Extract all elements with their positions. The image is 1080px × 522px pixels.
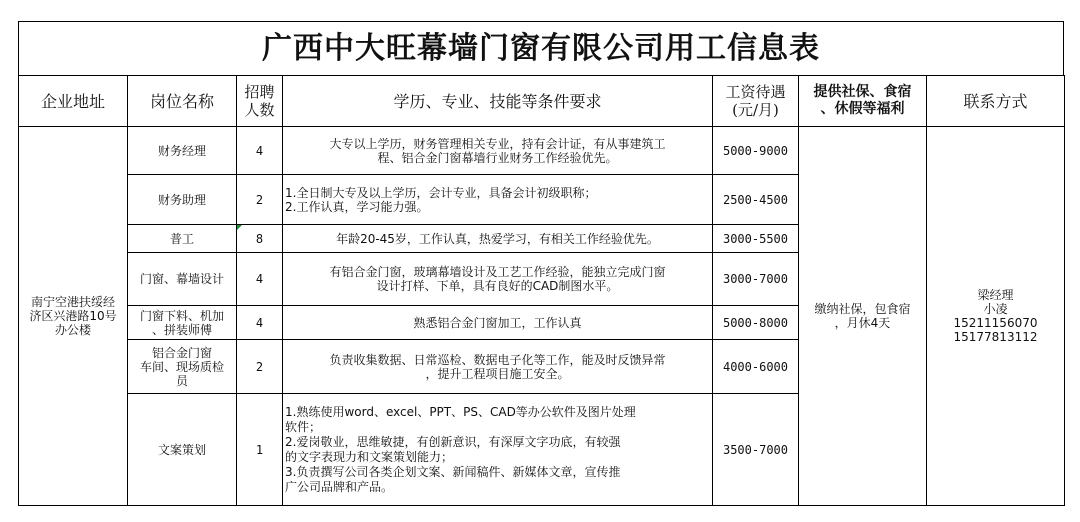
header-benefits: 提供社保、食宿 、休假等福利 bbox=[799, 76, 927, 127]
company-address: 南宁空港扶绥经 济区兴港路10号 办公楼 bbox=[19, 127, 128, 506]
position-name: 铝合金门窗 车间、现场质检 员 bbox=[128, 340, 237, 394]
hire-count-value: 8 bbox=[255, 231, 264, 246]
position-name: 财务经理 bbox=[128, 127, 237, 175]
header-row bbox=[19, 76, 1065, 127]
salary-range: 3000-7000 bbox=[713, 253, 799, 306]
header-count: 招聘 人数 bbox=[237, 76, 283, 127]
contact-info: 梁经理 小凌 15211156070 15177813112 bbox=[927, 127, 1065, 506]
position-name: 文案策划 bbox=[128, 394, 237, 506]
salary-range: 2500-4500 bbox=[713, 175, 799, 225]
hire-count: 1 bbox=[237, 394, 283, 506]
requirements: 负责收集数据、日常巡检、数据电子化等工作，能及时反馈异常 ，提升工程项目施工安全。 bbox=[283, 340, 713, 394]
hire-count bbox=[237, 225, 283, 253]
position-name: 门窗、幕墙设计 bbox=[128, 253, 237, 306]
hire-count: 2 bbox=[237, 175, 283, 225]
header-position: 岗位名称 bbox=[128, 76, 237, 127]
position-name: 普工 bbox=[128, 225, 237, 253]
job-table bbox=[18, 75, 1065, 506]
requirements: 熟悉铝合金门窗加工，工作认真 bbox=[283, 306, 713, 340]
hire-count: 4 bbox=[237, 253, 283, 306]
job-info-sheet bbox=[18, 21, 1064, 508]
salary-range: 4000-6000 bbox=[713, 340, 799, 394]
benefits: 缴纳社保，包食宿 ，月休4天 bbox=[799, 127, 927, 506]
requirements: 1.熟练使用word、excel、PPT、PS、CAD等办公软件及图片处理 软件； 2.爱岗敬业，思维敏捷，有创新意识，有深厚文字功底，有较强 的文字表现力和文案策划能力； 3.负责撰写公司各类企划文案、新闻稿件、新媒体文章，宣传推 广公司品牌和产品。 bbox=[283, 394, 713, 506]
requirements: 有铝合金门窗，玻璃幕墙设计及工艺工作经验，能独立完成门窗 设计打样、下单，具有良好的CAD制图水平。 bbox=[283, 253, 713, 306]
requirements: 年龄20-45岁，工作认真，热爱学习，有相关工作经验优先。 bbox=[283, 225, 713, 253]
header-salary: 工资待遇 (元/月) bbox=[713, 76, 799, 127]
position-name: 财务助理 bbox=[128, 175, 237, 225]
table-row bbox=[19, 127, 1065, 175]
salary-range: 5000-9000 bbox=[713, 127, 799, 175]
salary-range: 5000-8000 bbox=[713, 306, 799, 340]
salary-range: 3000-5500 bbox=[713, 225, 799, 253]
requirements: 大专以上学历，财务管理相关专业，持有会计证，有从事建筑工 程、铝合金门窗幕墙行业财务工作经验优先。 bbox=[283, 127, 713, 175]
hire-count: 4 bbox=[237, 306, 283, 340]
position-name: 门窗下料、机加 、拼装师傅 bbox=[128, 306, 237, 340]
header-address: 企业地址 bbox=[19, 76, 128, 127]
header-contact: 联系方式 bbox=[927, 76, 1065, 127]
comment-marker bbox=[237, 225, 242, 230]
header-requirements: 学历、专业、技能等条件要求 bbox=[283, 76, 713, 127]
hire-count: 2 bbox=[237, 340, 283, 394]
requirements: 1.全日制大专及以上学历，会计专业，具备会计初级职称； 2.工作认真，学习能力强。 bbox=[283, 175, 713, 225]
hire-count: 4 bbox=[237, 127, 283, 175]
salary-range: 3500-7000 bbox=[713, 394, 799, 506]
sheet-title: 广西中大旺幕墙门窗有限公司用工信息表 bbox=[18, 21, 1064, 75]
